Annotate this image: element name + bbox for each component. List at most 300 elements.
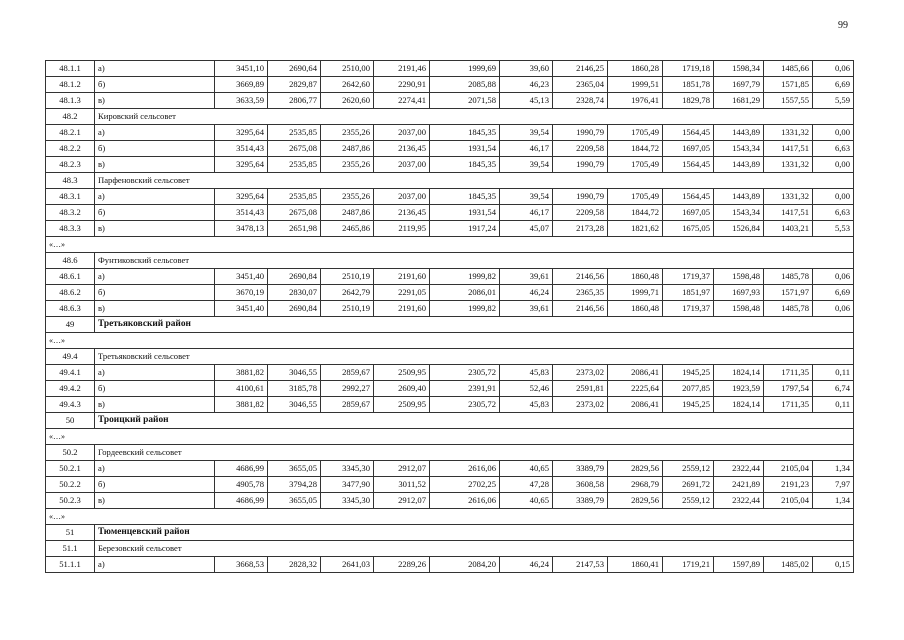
value-cell: 1697,93: [714, 285, 764, 301]
value-cell: 2690,84: [268, 269, 321, 285]
value-cell: 1845,35: [430, 125, 500, 141]
value-cell: 3389,79: [553, 461, 608, 477]
value-cell: 2510,19: [321, 269, 374, 285]
value-cell: 2305,72: [430, 397, 500, 413]
value-cell: 46,23: [500, 77, 553, 93]
value-cell: 2828,32: [268, 557, 321, 573]
value-cell: 1598,48: [714, 301, 764, 317]
value-cell: 6,69: [813, 285, 854, 301]
value-cell: 1697,05: [663, 141, 714, 157]
value-cell: 1976,41: [608, 93, 663, 109]
value-cell: 2077,85: [663, 381, 714, 397]
row-code: 48.6.3: [46, 301, 95, 317]
value-cell: 46,24: [500, 285, 553, 301]
value-cell: 2829,56: [608, 461, 663, 477]
value-cell: 2105,04: [764, 461, 813, 477]
value-cell: 1543,34: [714, 205, 764, 221]
value-cell: 1860,48: [608, 301, 663, 317]
value-cell: 1,34: [813, 461, 854, 477]
value-cell: 3451,10: [215, 61, 268, 77]
value-cell: 39,54: [500, 189, 553, 205]
value-cell: 1824,14: [714, 397, 764, 413]
row-code: 50: [46, 413, 95, 429]
value-cell: 1697,79: [714, 77, 764, 93]
value-cell: 2355,26: [321, 157, 374, 173]
value-cell: 4686,99: [215, 461, 268, 477]
value-cell: 2616,06: [430, 461, 500, 477]
value-cell: 1526,84: [714, 221, 764, 237]
value-cell: 1597,89: [714, 557, 764, 573]
value-cell: 1485,78: [764, 269, 813, 285]
row-code: 49.4.2: [46, 381, 95, 397]
value-cell: 52,46: [500, 381, 553, 397]
value-cell: 2487,86: [321, 205, 374, 221]
value-cell: 3670,19: [215, 285, 268, 301]
value-cell: 2105,04: [764, 493, 813, 509]
value-cell: 3451,40: [215, 301, 268, 317]
row-code: 48.6.1: [46, 269, 95, 285]
table-row: [46, 269, 854, 285]
value-cell: 2191,60: [374, 301, 430, 317]
row-variant: в): [95, 493, 215, 509]
row-code: 48.2: [46, 109, 95, 125]
value-cell: 0,00: [813, 157, 854, 173]
row-variant: в): [95, 157, 215, 173]
value-cell: 45,13: [500, 93, 553, 109]
value-cell: 3185,78: [268, 381, 321, 397]
row-variant: б): [95, 77, 215, 93]
ellipsis-marker: «…»: [46, 429, 854, 445]
value-cell: 2086,41: [608, 397, 663, 413]
row-variant: б): [95, 477, 215, 493]
value-cell: 2225,64: [608, 381, 663, 397]
table-row: [46, 205, 854, 221]
table-row: [46, 397, 854, 413]
value-cell: 2642,79: [321, 285, 374, 301]
row-code: 50.2.1: [46, 461, 95, 477]
district-name: Третьяковский район: [95, 317, 854, 333]
row-code: 51.1.1: [46, 557, 95, 573]
value-cell: 2289,26: [374, 557, 430, 573]
ellipsis-marker: «…»: [46, 333, 854, 349]
value-cell: 1543,34: [714, 141, 764, 157]
value-cell: 2675,08: [268, 205, 321, 221]
value-cell: 1443,89: [714, 189, 764, 205]
row-variant: в): [95, 221, 215, 237]
value-cell: 2609,40: [374, 381, 430, 397]
value-cell: 2591,81: [553, 381, 608, 397]
ellipsis-marker: «…»: [46, 237, 854, 253]
value-cell: 2355,26: [321, 189, 374, 205]
value-cell: 1557,55: [764, 93, 813, 109]
value-cell: 1860,28: [608, 61, 663, 77]
value-cell: 40,65: [500, 493, 553, 509]
value-cell: 3345,30: [321, 493, 374, 509]
value-cell: 39,61: [500, 269, 553, 285]
value-cell: 1681,29: [714, 93, 764, 109]
value-cell: 0,06: [813, 301, 854, 317]
row-variant: а): [95, 269, 215, 285]
value-cell: 1999,69: [430, 61, 500, 77]
row-code: 48.6.2: [46, 285, 95, 301]
table-row: [46, 157, 854, 173]
row-code: 51.1: [46, 541, 95, 557]
table-row: [46, 365, 854, 381]
value-cell: 2119,95: [374, 221, 430, 237]
value-cell: 1945,25: [663, 397, 714, 413]
value-cell: 2391,91: [430, 381, 500, 397]
value-cell: 3514,43: [215, 141, 268, 157]
value-cell: 5,53: [813, 221, 854, 237]
value-cell: 1945,25: [663, 365, 714, 381]
council-row: [46, 173, 854, 189]
value-cell: 3046,55: [268, 397, 321, 413]
value-cell: 39,60: [500, 61, 553, 77]
value-cell: 2690,64: [268, 61, 321, 77]
row-code: 48.3: [46, 173, 95, 189]
district-name: Троицкий район: [95, 413, 854, 429]
row-variant: а): [95, 61, 215, 77]
value-cell: 0,11: [813, 365, 854, 381]
row-variant: б): [95, 205, 215, 221]
row-code: 48.3.3: [46, 221, 95, 237]
value-cell: 2510,00: [321, 61, 374, 77]
value-cell: 40,65: [500, 461, 553, 477]
page-number: 99: [838, 20, 848, 31]
table-row: [46, 93, 854, 109]
value-cell: 3477,90: [321, 477, 374, 493]
value-cell: 0,00: [813, 125, 854, 141]
table-row: [46, 141, 854, 157]
value-cell: 46,24: [500, 557, 553, 573]
value-cell: 2690,84: [268, 301, 321, 317]
omitted-rows: [46, 237, 854, 253]
table-row: [46, 557, 854, 573]
council-row: [46, 445, 854, 461]
value-cell: 2136,45: [374, 141, 430, 157]
value-cell: 3655,05: [268, 461, 321, 477]
value-cell: 2559,12: [663, 461, 714, 477]
value-cell: 2191,23: [764, 477, 813, 493]
value-cell: 3295,64: [215, 125, 268, 141]
value-cell: 2992,27: [321, 381, 374, 397]
table-row: [46, 381, 854, 397]
value-cell: 2535,85: [268, 189, 321, 205]
value-cell: 1711,35: [764, 397, 813, 413]
value-cell: 2510,19: [321, 301, 374, 317]
value-cell: 2086,41: [608, 365, 663, 381]
value-cell: 2641,03: [321, 557, 374, 573]
value-cell: 1797,54: [764, 381, 813, 397]
value-cell: 45,83: [500, 397, 553, 413]
row-variant: а): [95, 557, 215, 573]
value-cell: 2509,95: [374, 397, 430, 413]
district-row: [46, 317, 854, 333]
row-variant: в): [95, 301, 215, 317]
value-cell: 3633,59: [215, 93, 268, 109]
value-cell: 2859,67: [321, 397, 374, 413]
value-cell: 3046,55: [268, 365, 321, 381]
value-cell: 2421,89: [714, 477, 764, 493]
value-cell: 2209,58: [553, 205, 608, 221]
value-cell: 2373,02: [553, 397, 608, 413]
row-variant: б): [95, 141, 215, 157]
value-cell: 7,97: [813, 477, 854, 493]
value-cell: 4905,78: [215, 477, 268, 493]
value-cell: 1999,71: [608, 285, 663, 301]
ellipsis-marker: «…»: [46, 509, 854, 525]
tariff-table: [45, 60, 854, 573]
value-cell: 1,34: [813, 493, 854, 509]
row-code: 48.1.1: [46, 61, 95, 77]
value-cell: 1999,82: [430, 269, 500, 285]
value-cell: 2620,60: [321, 93, 374, 109]
row-code: 48.6: [46, 253, 95, 269]
value-cell: 2086,01: [430, 285, 500, 301]
value-cell: 2675,08: [268, 141, 321, 157]
council-name: Березовский сельсовет: [95, 541, 854, 557]
council-name: Гордеевский сельсовет: [95, 445, 854, 461]
value-cell: 3668,53: [215, 557, 268, 573]
value-cell: 3345,30: [321, 461, 374, 477]
council-row: [46, 109, 854, 125]
value-cell: 3295,64: [215, 189, 268, 205]
value-cell: 1331,32: [764, 189, 813, 205]
council-name: Фунтиковский сельсовет: [95, 253, 854, 269]
value-cell: 0,11: [813, 397, 854, 413]
value-cell: 46,17: [500, 205, 553, 221]
value-cell: 1598,34: [714, 61, 764, 77]
value-cell: 2037,00: [374, 125, 430, 141]
value-cell: 2305,72: [430, 365, 500, 381]
value-cell: 1705,49: [608, 189, 663, 205]
value-cell: 1598,48: [714, 269, 764, 285]
value-cell: 1990,79: [553, 157, 608, 173]
value-cell: 2616,06: [430, 493, 500, 509]
value-cell: 1860,48: [608, 269, 663, 285]
value-cell: 1485,66: [764, 61, 813, 77]
value-cell: 1990,79: [553, 189, 608, 205]
table-row: [46, 461, 854, 477]
value-cell: 3669,89: [215, 77, 268, 93]
table-row: [46, 125, 854, 141]
value-cell: 1705,49: [608, 157, 663, 173]
value-cell: 1824,14: [714, 365, 764, 381]
value-cell: 1564,45: [663, 157, 714, 173]
value-cell: 2651,98: [268, 221, 321, 237]
value-cell: 4686,99: [215, 493, 268, 509]
value-cell: 1331,32: [764, 157, 813, 173]
value-cell: 2191,60: [374, 269, 430, 285]
row-code: 49.4.3: [46, 397, 95, 413]
omitted-rows: [46, 333, 854, 349]
value-cell: 6,63: [813, 141, 854, 157]
value-cell: 1675,05: [663, 221, 714, 237]
value-cell: 45,83: [500, 365, 553, 381]
row-variant: в): [95, 93, 215, 109]
value-cell: 1331,32: [764, 125, 813, 141]
value-cell: 1564,45: [663, 125, 714, 141]
value-cell: 1485,02: [764, 557, 813, 573]
value-cell: 1571,97: [764, 285, 813, 301]
value-cell: 2147,53: [553, 557, 608, 573]
value-cell: 2322,44: [714, 461, 764, 477]
row-code: 49.4.1: [46, 365, 95, 381]
value-cell: 47,28: [500, 477, 553, 493]
value-cell: 1571,85: [764, 77, 813, 93]
value-cell: 1931,54: [430, 205, 500, 221]
row-code: 48.2.3: [46, 157, 95, 173]
row-code: 48.3.2: [46, 205, 95, 221]
value-cell: 2037,00: [374, 189, 430, 205]
table-row: [46, 77, 854, 93]
row-code: 51: [46, 525, 95, 541]
value-cell: 39,54: [500, 157, 553, 173]
value-cell: 3514,43: [215, 205, 268, 221]
row-variant: а): [95, 461, 215, 477]
value-cell: 1844,72: [608, 141, 663, 157]
value-cell: 2071,58: [430, 93, 500, 109]
value-cell: 2691,72: [663, 477, 714, 493]
value-cell: 2912,07: [374, 493, 430, 509]
value-cell: 1417,51: [764, 141, 813, 157]
council-name: Парфеновский сельсовет: [95, 173, 854, 189]
table-row: [46, 221, 854, 237]
value-cell: 2084,20: [430, 557, 500, 573]
value-cell: 2535,85: [268, 157, 321, 173]
row-code: 50.2.2: [46, 477, 95, 493]
row-code: 48.3.1: [46, 189, 95, 205]
value-cell: 1443,89: [714, 125, 764, 141]
value-cell: 6,63: [813, 205, 854, 221]
value-cell: 2037,00: [374, 157, 430, 173]
row-code: 49: [46, 317, 95, 333]
value-cell: 2322,44: [714, 493, 764, 509]
value-cell: 1711,35: [764, 365, 813, 381]
value-cell: 2146,56: [553, 269, 608, 285]
value-cell: 0,00: [813, 189, 854, 205]
value-cell: 1443,89: [714, 157, 764, 173]
row-variant: б): [95, 381, 215, 397]
row-code: 48.1.2: [46, 77, 95, 93]
value-cell: 2642,60: [321, 77, 374, 93]
value-cell: 2365,35: [553, 285, 608, 301]
value-cell: 1719,37: [663, 301, 714, 317]
value-cell: 0,06: [813, 269, 854, 285]
value-cell: 3451,40: [215, 269, 268, 285]
value-cell: 0,06: [813, 61, 854, 77]
table-row: [46, 61, 854, 77]
row-code: 48.2.1: [46, 125, 95, 141]
value-cell: 2173,28: [553, 221, 608, 237]
value-cell: 2290,91: [374, 77, 430, 93]
row-code: 50.2: [46, 445, 95, 461]
value-cell: 39,54: [500, 125, 553, 141]
omitted-rows: [46, 509, 854, 525]
council-row: [46, 541, 854, 557]
value-cell: 2912,07: [374, 461, 430, 477]
value-cell: 6,74: [813, 381, 854, 397]
row-code: 48.1.3: [46, 93, 95, 109]
value-cell: 2968,79: [608, 477, 663, 493]
value-cell: 2191,46: [374, 61, 430, 77]
value-cell: 1829,78: [663, 93, 714, 109]
value-cell: 1697,05: [663, 205, 714, 221]
row-code: 50.2.3: [46, 493, 95, 509]
value-cell: 2365,04: [553, 77, 608, 93]
value-cell: 1923,59: [714, 381, 764, 397]
value-cell: 2465,86: [321, 221, 374, 237]
value-cell: 5,59: [813, 93, 854, 109]
value-cell: 45,07: [500, 221, 553, 237]
value-cell: 2559,12: [663, 493, 714, 509]
value-cell: 1845,35: [430, 189, 500, 205]
value-cell: 3794,28: [268, 477, 321, 493]
value-cell: 1705,49: [608, 125, 663, 141]
value-cell: 2830,07: [268, 285, 321, 301]
value-cell: 1999,82: [430, 301, 500, 317]
value-cell: 6,69: [813, 77, 854, 93]
value-cell: 1844,72: [608, 205, 663, 221]
value-cell: 46,17: [500, 141, 553, 157]
value-cell: 2274,41: [374, 93, 430, 109]
row-code: 48.2.2: [46, 141, 95, 157]
value-cell: 2146,25: [553, 61, 608, 77]
value-cell: 3478,13: [215, 221, 268, 237]
value-cell: 0,15: [813, 557, 854, 573]
value-cell: 3881,82: [215, 397, 268, 413]
value-cell: 1719,18: [663, 61, 714, 77]
value-cell: 2535,85: [268, 125, 321, 141]
value-cell: 3608,58: [553, 477, 608, 493]
table-row: [46, 493, 854, 509]
value-cell: 2291,05: [374, 285, 430, 301]
row-variant: а): [95, 365, 215, 381]
row-variant: а): [95, 189, 215, 205]
value-cell: 1403,21: [764, 221, 813, 237]
omitted-rows: [46, 429, 854, 445]
value-cell: 1851,97: [663, 285, 714, 301]
value-cell: 3011,52: [374, 477, 430, 493]
value-cell: 2136,45: [374, 205, 430, 221]
value-cell: 2829,87: [268, 77, 321, 93]
value-cell: 2146,56: [553, 301, 608, 317]
council-row: [46, 349, 854, 365]
value-cell: 2355,26: [321, 125, 374, 141]
row-variant: в): [95, 397, 215, 413]
value-cell: 1860,41: [608, 557, 663, 573]
value-cell: 1917,24: [430, 221, 500, 237]
value-cell: 4100,61: [215, 381, 268, 397]
value-cell: 1851,78: [663, 77, 714, 93]
value-cell: 2328,74: [553, 93, 608, 109]
value-cell: 3389,79: [553, 493, 608, 509]
value-cell: 2859,67: [321, 365, 374, 381]
value-cell: 1990,79: [553, 125, 608, 141]
value-cell: 1821,62: [608, 221, 663, 237]
value-cell: 2509,95: [374, 365, 430, 381]
row-code: 49.4: [46, 349, 95, 365]
value-cell: 2487,86: [321, 141, 374, 157]
value-cell: 3655,05: [268, 493, 321, 509]
value-cell: 39,61: [500, 301, 553, 317]
council-row: [46, 253, 854, 269]
district-row: [46, 525, 854, 541]
value-cell: 1417,51: [764, 205, 813, 221]
district-row: [46, 413, 854, 429]
value-cell: 2209,58: [553, 141, 608, 157]
value-cell: 1845,35: [430, 157, 500, 173]
